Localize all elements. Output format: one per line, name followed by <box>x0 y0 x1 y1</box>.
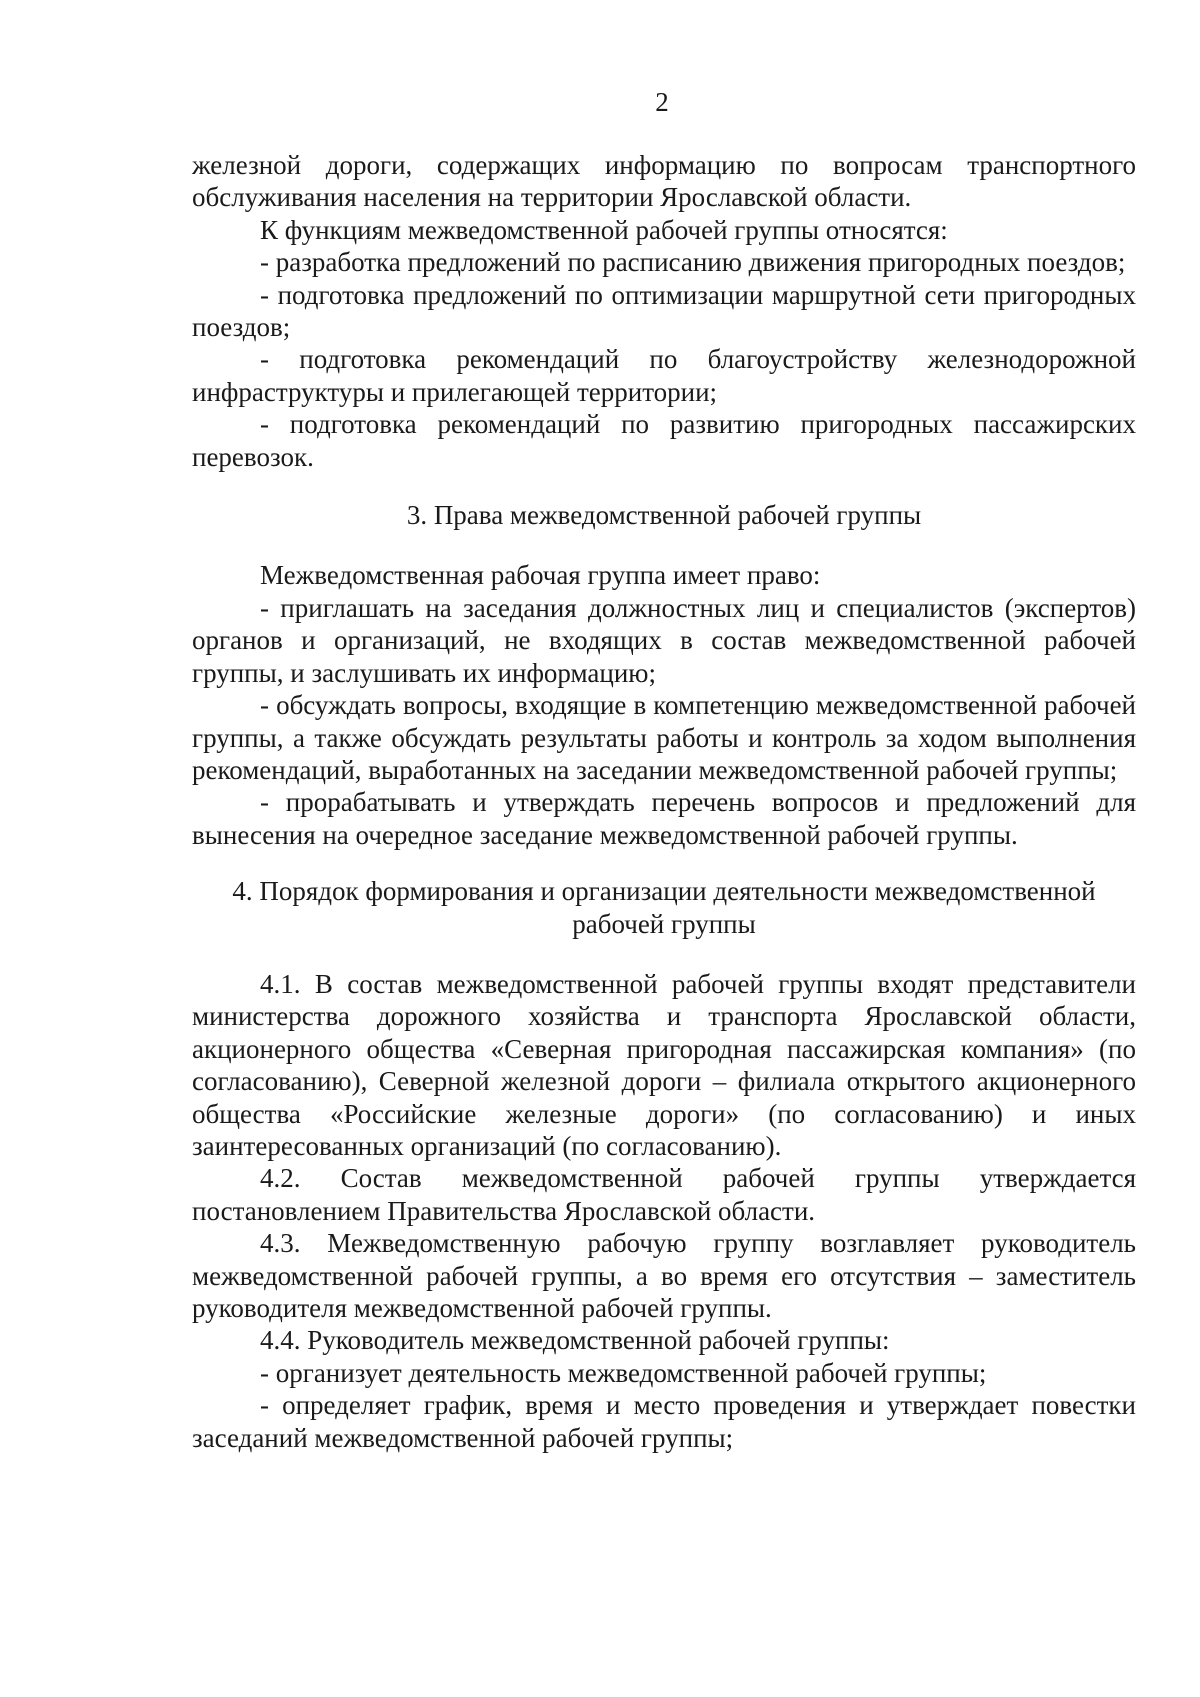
function-item: - подготовка рекомендаций по развитию пригородных пассажирских перевозок. <box>192 409 1136 472</box>
section-4-heading-line-2: рабочей группы <box>572 908 756 939</box>
functions-intro: К функциям межведомственной рабочей группы относятся: <box>260 214 948 245</box>
rights-intro: Межведомственная рабочая группа имеет право: <box>260 560 821 591</box>
function-item: - разработка предложений по расписанию движения пригородных поездов; <box>260 247 1126 278</box>
function-item: - подготовка рекомендаций по благоустройству железнодорожной инфраструктуры и прилегающей территории; <box>192 344 1136 407</box>
clause-4-4: 4.4. Руководитель межведомственной рабочей группы: <box>260 1325 890 1356</box>
clause-4-3: 4.3. Межведомственную рабочую группу возглавляет руководитель межведомственной рабочей группы, а во время его отсутствия – заместитель руководителя межведомственной рабочей группы. <box>192 1228 1136 1323</box>
rights-item: - приглашать на заседания должностных лиц и специалистов (экспертов) органов и организаций, не входящих в состав межведомственной рабочей группы, и заслушивать их информацию; <box>192 592 1136 688</box>
function-item: - подготовка предложений по оптимизации маршрутной сети пригородных поездов; <box>192 279 1136 343</box>
rights-item: - прорабатывать и утверждать перечень вопросов и предложений для вынесения на очередное заседание межведомственной рабочей группы. <box>192 787 1136 850</box>
head-duty-item: - организует деятельность межведомственной рабочей группы; <box>260 1357 987 1388</box>
head-duty-item: - определяет график, время и место проведения и утверждает повестки заседаний межведомственной рабочей группы; <box>192 1390 1136 1453</box>
rights-item: - обсуждать вопросы, входящие в компетенцию межведомственной рабочей группы, а также обсуждать результаты работы и контроль за ходом выполнения рекомендаций, выработанных на заседании межведомственной рабочей группы; <box>192 690 1136 785</box>
clause-4-1: 4.1. В состав межведомственной рабочей группы входят представители министерства дорожного хозяйства и транспорта Ярославской области, акционерного общества «Северная пригородная пассажирская компания» (по согласованию), Северной железной дороги – филиала открытого акционерного общества «Российские железные дороги» (по согласованию) и иных заинтересованных организаций (по согласованию). <box>192 968 1136 1161</box>
section-3-heading: 3. Права межведомственной рабочей группы <box>406 500 922 531</box>
clause-4-2: 4.2. Состав межведомственной рабочей группы утверждается постановлением Правительства Ярославской области. <box>192 1163 1136 1226</box>
document-body <box>192 149 1136 1454</box>
page-number: 2 <box>655 87 669 117</box>
section-4-heading <box>192 875 1136 940</box>
paragraph-continuation: железной дороги, содержащих информацию по вопросам транспортного обслуживания населения на территории Ярославской области. <box>192 150 1136 213</box>
section-4-heading-line-1: 4. Порядок формирования и организации деятельности межведомственной <box>232 876 1096 907</box>
